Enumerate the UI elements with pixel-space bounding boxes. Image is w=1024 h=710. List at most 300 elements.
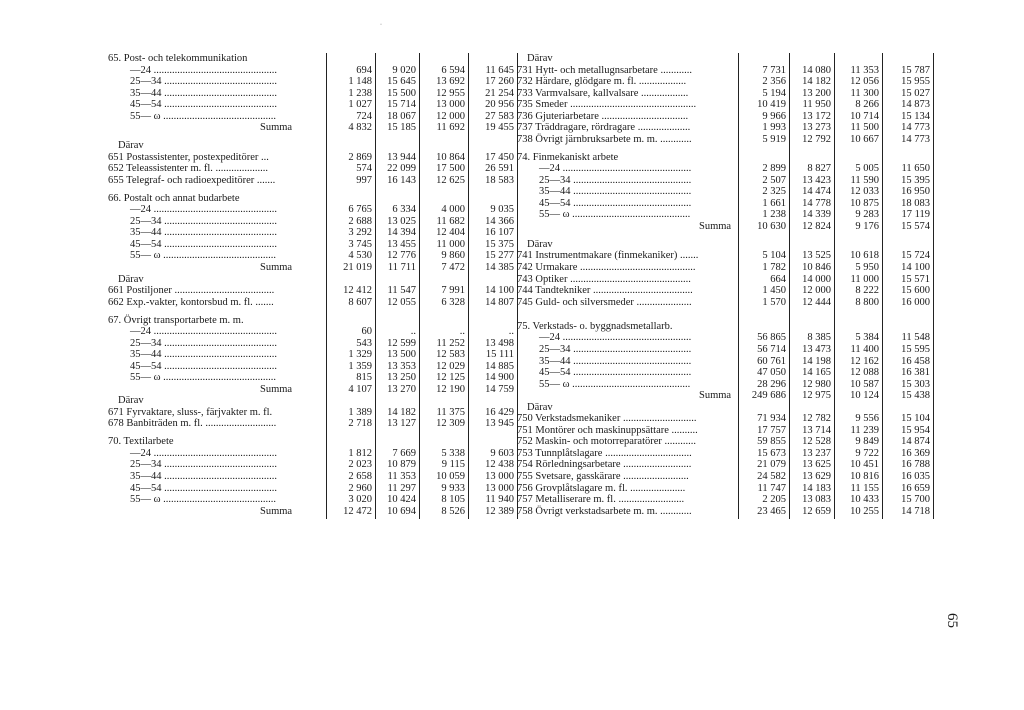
right-row-label: 745 Guld- och silversmeder ..................... (517, 296, 692, 308)
left-row-value: 13 270 (387, 383, 416, 395)
right-row-label: 742 Urmakare ............................................ (517, 261, 696, 273)
left-row-value: 12 472 (343, 505, 372, 517)
right-row-value: 10 846 (802, 261, 831, 273)
left-row-label: 25—34 ........................................... (130, 215, 277, 227)
right-row-value: 16 458 (901, 355, 930, 367)
left-row-value: 12 404 (436, 227, 465, 239)
left-row-value: 1 359 (348, 360, 372, 372)
right-column-rule (834, 53, 835, 519)
right-row-value: 13 625 (802, 459, 831, 471)
right-row-value: 8 385 (807, 332, 831, 344)
left-row-value: 12 625 (436, 174, 465, 186)
left-row-value: 13 127 (387, 418, 416, 430)
left-row-label: Summa (260, 505, 293, 517)
right-row-label: 75. Verkstads- o. byggnadsmetallarb. (517, 320, 673, 332)
right-row-value: 8 827 (807, 163, 831, 175)
right-row-value: 17 119 (901, 209, 930, 221)
left-row-value: 15 111 (485, 349, 514, 361)
left-row-label: 45—54 ........................................... (130, 238, 277, 250)
left-row-value: 27 583 (485, 110, 514, 122)
left-row-value: .. (459, 326, 465, 338)
right-row-value: 16 788 (901, 459, 930, 471)
right-row-value: 14 198 (802, 355, 831, 367)
right-column-rule (933, 53, 934, 519)
left-row-value: 11 000 (436, 238, 465, 250)
right-row-label: 758 Övrigt verkstadsarbete m. m. ............ (517, 505, 692, 517)
right-row-value: 2 507 (762, 174, 786, 186)
right-row-value: 5 950 (855, 261, 879, 273)
right-row-value: 59 855 (757, 436, 786, 448)
right-row-label: 757 Metalliserare m. fl. ......................... (517, 494, 685, 506)
right-row-value: 10 451 (850, 459, 879, 471)
right-row-value: 14 773 (901, 122, 930, 134)
left-row-value: 15 375 (485, 238, 514, 250)
right-row-value: 17 757 (757, 424, 786, 436)
left-row-label: 45—54 ........................................... (130, 360, 277, 372)
right-row-value: 11 650 (901, 163, 930, 175)
right-row-label: 744 Tandtekniker ...................................... (517, 285, 693, 297)
left-row-label: 35—44 ........................................... (130, 227, 277, 239)
left-row-value: 26 591 (485, 163, 514, 175)
left-row-value: 4 832 (348, 122, 372, 134)
left-row-value: 22 099 (387, 163, 416, 175)
right-row-value: 12 528 (802, 436, 831, 448)
left-row-value: 11 375 (436, 406, 465, 418)
left-row-value: 8 607 (348, 296, 372, 308)
right-row-label: 738 Övrigt järnbruksarbete m. m. ............ (517, 133, 692, 145)
right-row-value: 21 079 (757, 459, 786, 471)
right-row-value: 10 667 (850, 133, 879, 145)
right-row-value: 10 630 (757, 221, 786, 232)
right-row-value: 10 419 (757, 99, 786, 111)
left-column-rule (419, 53, 420, 519)
right-row-value: 9 176 (855, 221, 879, 232)
right-row-value: 12 980 (802, 378, 831, 390)
left-row-label: Summa (260, 122, 293, 134)
left-row-value: 543 (356, 337, 372, 349)
left-row-value: 8 105 (441, 494, 465, 506)
left-row-value: 14 759 (485, 383, 514, 395)
left-row-value: 2 960 (348, 482, 372, 494)
left-row-value: 1 389 (348, 406, 372, 418)
right-row-value: 1 450 (762, 285, 786, 297)
right-row-label: 731 Hytt- och metallugnsarbetare ............ (517, 64, 692, 76)
right-row-value: 8 266 (855, 99, 879, 111)
right-row-value: 1 570 (762, 296, 786, 308)
right-row-label: 733 Varmvalsare, kallvalsare .................. (517, 87, 689, 99)
right-row-value: 12 444 (802, 296, 831, 308)
left-row-label: 55— ω ........................................... (130, 372, 277, 384)
right-row-label: 752 Maskin- och motorreparatörer ............ (517, 436, 697, 448)
right-row-value: 249 686 (751, 390, 786, 402)
right-row-value: 11 353 (850, 64, 879, 76)
left-row-value: 14 182 (387, 406, 416, 418)
left-row-value: 17 260 (485, 76, 514, 88)
left-row-value: 6 328 (441, 296, 465, 308)
right-row-value: 5 384 (855, 332, 879, 344)
right-row-value: 9 556 (855, 413, 879, 425)
right-row-value: 28 296 (757, 378, 786, 390)
left-row-value: 12 599 (387, 337, 416, 349)
right-row-label: 45—54 ............................................. (539, 197, 692, 209)
left-row-value: 2 688 (348, 215, 372, 227)
left-row-value: 13 500 (387, 349, 416, 361)
right-row-value: 12 659 (802, 505, 831, 517)
right-row-value: 14 182 (802, 76, 831, 88)
right-row-value: 11 300 (850, 87, 879, 99)
right-row-label: Summa (699, 390, 732, 402)
right-row-value: 10 875 (850, 197, 879, 209)
left-row-value: 17 500 (436, 163, 465, 175)
left-row-label: 661 Postiljoner ...................................... (108, 285, 275, 297)
right-row-value: 15 724 (901, 250, 930, 262)
left-row-label: 25—34 ........................................... (130, 459, 277, 471)
left-row-value: 12 055 (387, 296, 416, 308)
left-row-label: Summa (260, 261, 293, 273)
left-row-value: 11 547 (387, 285, 416, 297)
left-row-value: 10 864 (436, 151, 465, 163)
left-row-value: 11 353 (387, 470, 416, 482)
right-column-rule (882, 53, 883, 519)
right-row-label: 45—54 ............................................. (539, 367, 692, 379)
right-row-value: 10 587 (850, 378, 879, 390)
left-row-label: 45—54 ........................................... (130, 482, 277, 494)
right-row-value: 14 718 (901, 505, 930, 517)
right-row-label: 756 Grovplåtslagare m. fl. ..................... (517, 482, 686, 494)
left-row-label: 651 Postassistenter, postexpeditörer ... (108, 151, 269, 163)
right-row-label: 754 Rörledningsarbetare .......................... (517, 459, 692, 471)
right-row-value: 16 369 (901, 447, 930, 459)
left-row-label: 35—44 ........................................... (130, 87, 277, 99)
right-row-value: 5 005 (855, 163, 879, 175)
left-row-value: 2 869 (348, 151, 372, 163)
right-row-value: 15 395 (901, 174, 930, 186)
left-row-value: 11 692 (436, 122, 465, 134)
right-row-value: 13 200 (802, 87, 831, 99)
left-column-rule (375, 53, 376, 519)
left-row-value: 16 107 (485, 227, 514, 239)
left-column-rule (326, 53, 327, 519)
left-row-value: 14 100 (485, 285, 514, 297)
left-row-value: 1 027 (348, 99, 372, 111)
left-row-value: 60 (361, 326, 372, 338)
left-column-rule (468, 53, 469, 519)
left-row-label: Därav (118, 395, 144, 407)
left-row-value: 14 900 (485, 372, 514, 384)
right-row-value: 13 423 (802, 174, 831, 186)
left-row-value: 15 645 (387, 76, 416, 88)
left-row-label: 652 Teleassistenter m. fl. .................... (108, 163, 269, 175)
right-row-value: 15 438 (901, 390, 930, 402)
right-row-value: 15 027 (901, 87, 930, 99)
left-row-value: 12 412 (343, 285, 372, 297)
left-row-value: 15 185 (387, 122, 416, 134)
right-row-value: 13 237 (802, 447, 831, 459)
right-row-value: 16 381 (901, 367, 930, 379)
left-row-value: 13 250 (387, 372, 416, 384)
right-row-value: 13 714 (802, 424, 831, 436)
left-row-value: 15 500 (387, 87, 416, 99)
left-row-value: 12 583 (436, 349, 465, 361)
right-row-value: 15 955 (901, 76, 930, 88)
right-row-value: 7 731 (762, 64, 786, 76)
left-row-value: 15 714 (387, 99, 416, 111)
left-row-value: 13 455 (387, 238, 416, 250)
left-row-value: 13 000 (485, 482, 514, 494)
left-row-value: 11 940 (485, 494, 514, 506)
left-row-value: 14 366 (485, 215, 514, 227)
left-row-label: 67. Övrigt transportarbete m. m. (108, 314, 244, 326)
left-row-value: 18 583 (485, 174, 514, 186)
left-row-label: Summa (260, 383, 293, 395)
right-row-value: 11 747 (757, 482, 786, 494)
right-row-value: 2 899 (762, 163, 786, 175)
right-row-label: 55— ω ............................................. (539, 209, 691, 221)
right-row-value: 9 966 (762, 110, 786, 122)
right-row-value: 5 104 (762, 250, 786, 262)
left-row-value: 574 (356, 163, 372, 175)
left-row-value: 20 956 (485, 99, 514, 111)
left-row-value: 7 669 (392, 447, 416, 459)
left-row-label: 65. Post- och telekommunikation (108, 53, 248, 64)
right-row-label: Därav (527, 53, 553, 64)
right-row-value: 15 574 (901, 221, 930, 232)
right-row-value: 5 194 (762, 87, 786, 99)
right-row-value: 15 134 (901, 110, 930, 122)
right-row-label: 55— ω ............................................. (539, 378, 691, 390)
right-row-value: 14 778 (802, 197, 831, 209)
right-row-value: 14 773 (901, 133, 930, 145)
right-row-label: 74. Finmekaniskt arbete (517, 151, 619, 163)
right-row-value: 1 993 (762, 122, 786, 134)
left-row-label: 70. Textilarbete (108, 436, 174, 448)
right-row-value: 11 155 (850, 482, 879, 494)
right-row-value: 2 356 (762, 76, 786, 88)
left-row-value: 13 945 (485, 418, 514, 430)
right-row-value: 9 722 (855, 447, 879, 459)
right-row-value: 13 273 (802, 122, 831, 134)
right-row-value: 11 239 (850, 424, 879, 436)
right-row-value: 10 124 (850, 390, 879, 402)
left-row-value: 724 (356, 110, 372, 122)
right-row-value: 15 595 (901, 343, 930, 355)
right-row-label: Därav (527, 238, 553, 250)
right-row-value: 12 975 (802, 390, 831, 402)
right-row-value: 18 083 (901, 197, 930, 209)
left-row-value: 3 292 (348, 227, 372, 239)
right-row-value: 15 104 (901, 413, 930, 425)
right-row-value: 15 700 (901, 494, 930, 506)
left-row-value: 11 297 (387, 482, 416, 494)
right-row-label: 741 Instrumentmakare (finmekaniker) ....... (517, 250, 699, 262)
right-row-value: 664 (770, 273, 786, 285)
left-row-value: 4 000 (441, 204, 465, 216)
right-row-label: 743 Optiker .............................................. (517, 273, 691, 285)
right-row-value: 15 673 (757, 447, 786, 459)
right-row-value: 8 800 (855, 296, 879, 308)
left-row-label: 671 Fyrvaktare, sluss-, färjvakter m. fl. (108, 406, 273, 418)
right-row-value: 2 325 (762, 186, 786, 198)
right-row-value: 12 792 (802, 133, 831, 145)
right-row-label: 751 Montörer och maskinuppsättare .......... (517, 424, 698, 436)
right-row-value: 11 548 (901, 332, 930, 344)
right-row-value: 14 339 (802, 209, 831, 221)
left-row-value: 4 107 (348, 383, 372, 395)
right-row-label: 736 Gjuteriarbetare ................................. (517, 110, 689, 122)
right-row-value: 16 950 (901, 186, 930, 198)
left-row-value: 13 000 (485, 470, 514, 482)
right-column-rule (789, 53, 790, 519)
right-row-value: 56 865 (757, 332, 786, 344)
right-row-value: 13 525 (802, 250, 831, 262)
right-row-value: 9 849 (855, 436, 879, 448)
left-row-value: 10 694 (387, 505, 416, 517)
right-row-value: 14 183 (802, 482, 831, 494)
left-row-value: 7 991 (441, 285, 465, 297)
left-row-value: 15 277 (485, 250, 514, 262)
right-row-value: 15 571 (901, 273, 930, 285)
page-number: 65 (944, 613, 960, 628)
right-row-value: 11 500 (850, 122, 879, 134)
left-row-value: 3 745 (348, 238, 372, 250)
left-row-value: 12 029 (436, 360, 465, 372)
right-row-label: 753 Tunnplåtslagare ................................. (517, 447, 692, 459)
right-row-value: 12 000 (802, 285, 831, 297)
left-row-label: 35—44 ........................................... (130, 349, 277, 361)
left-row-value: 11 252 (436, 337, 465, 349)
right-row-value: 11 400 (850, 343, 879, 355)
right-row-value: 13 172 (802, 110, 831, 122)
left-row-value: 12 000 (436, 110, 465, 122)
right-row-value: 11 590 (850, 174, 879, 186)
left-row-value: 9 035 (490, 204, 514, 216)
left-row-value: 9 603 (490, 447, 514, 459)
right-row-value: 12 088 (850, 367, 879, 379)
right-row-label: —24 ................................................. (539, 332, 692, 344)
right-row-value: 1 661 (762, 197, 786, 209)
right-row-value: 10 816 (850, 470, 879, 482)
right-row-value: 11 000 (850, 273, 879, 285)
right-row-value: 14 100 (901, 261, 930, 273)
left-row-value: 14 885 (485, 360, 514, 372)
left-row-value: 13 692 (436, 76, 465, 88)
speck: · (380, 22, 382, 28)
right-row-value: 15 303 (901, 378, 930, 390)
left-row-value: 3 020 (348, 494, 372, 506)
left-row-value: 12 389 (485, 505, 514, 517)
right-row-value: 13 629 (802, 470, 831, 482)
left-row-value: 13 498 (485, 337, 514, 349)
right-row-value: 5 919 (762, 133, 786, 145)
left-row-value: 10 879 (387, 459, 416, 471)
right-row-value: 15 787 (901, 64, 930, 76)
right-row-value: 13 473 (802, 343, 831, 355)
left-row-label: 662 Exp.-vakter, kontorsbud m. fl. ....... (108, 296, 274, 308)
left-row-value: 14 394 (387, 227, 416, 239)
left-row-label: 678 Banbiträden m. fl. ........................... (108, 418, 277, 430)
right-row-label: 732 Härdare, glödgare m. fl. .................. (517, 76, 687, 88)
left-row-label: 55— ω ........................................... (130, 250, 277, 262)
left-row-value: 12 438 (485, 459, 514, 471)
left-row-value: .. (410, 326, 416, 338)
left-row-value: 16 143 (387, 174, 416, 186)
right-row-value: 12 033 (850, 186, 879, 198)
left-row-value: 5 338 (441, 447, 465, 459)
right-row-value: 16 000 (901, 296, 930, 308)
left-row-value: 694 (356, 64, 372, 76)
left-row-value: 12 955 (436, 87, 465, 99)
right-row-value: 12 162 (850, 355, 879, 367)
left-row-value: 6 594 (441, 64, 465, 76)
left-row-value: 18 067 (387, 110, 416, 122)
right-row-value: 14 474 (802, 186, 831, 198)
left-row-value: 7 472 (441, 261, 465, 273)
right-row-value: 14 080 (802, 64, 831, 76)
right-row-label: 25—34 ............................................. (539, 343, 692, 355)
left-row-label: 655 Telegraf- och radioexpeditörer ....... (108, 174, 276, 186)
right-row-value: 14 874 (901, 436, 930, 448)
right-row-value: 13 083 (802, 494, 831, 506)
right-row-label: 35—44 ............................................. (539, 355, 692, 367)
left-row-value: 19 455 (485, 122, 514, 134)
right-row-label: 737 Träddragare, rördragare .................... (517, 122, 691, 134)
left-row-value: 13 000 (436, 99, 465, 111)
left-row-value: 17 450 (485, 151, 514, 163)
left-row-value: 11 682 (436, 215, 465, 227)
left-row-value: 2 718 (348, 418, 372, 430)
left-row-label: 35—44 ........................................... (130, 470, 277, 482)
right-row-value: 1 238 (762, 209, 786, 221)
left-row-value: 2 658 (348, 470, 372, 482)
left-row-value: 1 812 (348, 447, 372, 459)
right-row-value: 10 618 (850, 250, 879, 262)
left-row-value: 21 019 (343, 261, 372, 273)
left-row-value: 997 (356, 174, 372, 186)
right-row-value: 60 761 (757, 355, 786, 367)
left-row-value: 11 645 (485, 64, 514, 76)
left-row-label: 55— ω ........................................... (130, 110, 277, 122)
right-row-value: 12 824 (802, 221, 831, 232)
right-row-value: 12 782 (802, 413, 831, 425)
left-row-value: 10 424 (387, 494, 416, 506)
left-row-value: .. (508, 326, 514, 338)
right-row-value: 1 782 (762, 261, 786, 273)
left-row-value: 21 254 (485, 87, 514, 99)
left-row-value: 1 329 (348, 349, 372, 361)
left-row-value: 12 125 (436, 372, 465, 384)
right-row-label: 735 Smeder ................................................ (517, 99, 697, 111)
left-row-value: 16 429 (485, 406, 514, 418)
right-row-value: 10 255 (850, 505, 879, 517)
left-row-value: 9 020 (392, 64, 416, 76)
left-row-value: 14 807 (485, 296, 514, 308)
right-row-value: 12 056 (850, 76, 879, 88)
right-row-label: 755 Svetsare, gasskärare ......................... (517, 470, 689, 482)
right-row-value: 14 000 (802, 273, 831, 285)
right-row-value: 15 600 (901, 285, 930, 297)
left-row-value: 14 385 (485, 261, 514, 273)
right-row-label: —24 ................................................. (539, 163, 692, 175)
right-row-value: 9 283 (855, 209, 879, 221)
left-row-value: 13 944 (387, 151, 416, 163)
right-row-value: 8 222 (855, 285, 879, 297)
right-row-label: 25—34 ............................................. (539, 174, 692, 186)
right-row-value: 56 714 (757, 343, 786, 355)
left-row-label: —24 ............................................... (130, 447, 277, 459)
left-row-value: 13 353 (387, 360, 416, 372)
left-row-label: —24 ............................................... (130, 204, 277, 216)
left-row-label: —24 ............................................... (130, 326, 277, 338)
